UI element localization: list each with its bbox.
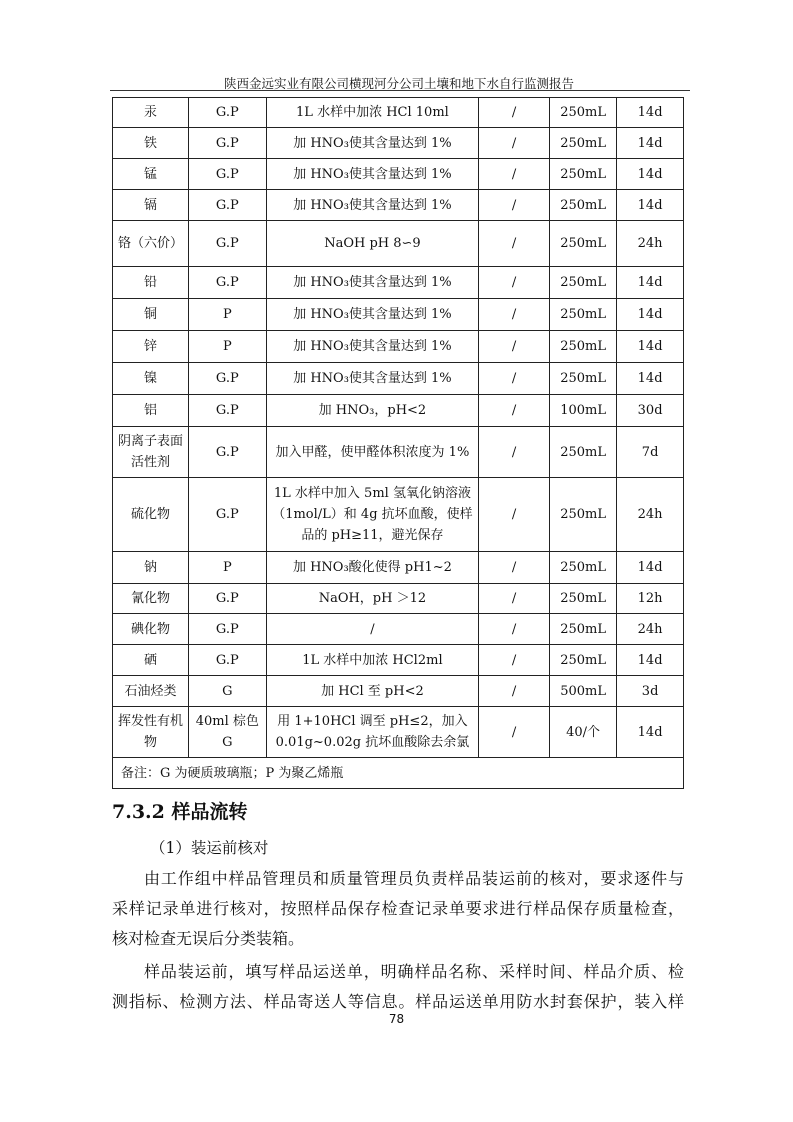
table-cell: 250mL bbox=[549, 363, 616, 395]
table-cell: 40ml 棕色 G bbox=[189, 707, 267, 758]
table-cell: G.P bbox=[189, 584, 267, 614]
table-cell: 250mL bbox=[549, 299, 616, 331]
table-cell: 加 HNO₃使其含量达到 1% bbox=[266, 159, 479, 190]
table-cell: 汞 bbox=[113, 98, 189, 128]
table-cell: 镉 bbox=[113, 190, 189, 221]
table-cell: G.P bbox=[189, 159, 267, 190]
table-cell: 加 HNO₃，pH<2 bbox=[266, 395, 479, 427]
paragraph-line: 由工作组中样品管理员和质量管理员负责样品装运前的核对，要求逐件与 bbox=[144, 869, 684, 888]
table-row bbox=[113, 614, 684, 645]
paragraph-line: 测指标、检测方法、样品寄送人等信息。样品运送单用防水封套保护，装入样 bbox=[112, 992, 684, 1011]
header-divider bbox=[110, 90, 690, 91]
table-cell: / bbox=[479, 478, 550, 552]
table-note: 备注：G 为硬质玻璃瓶；P 为聚乙烯瓶 bbox=[113, 758, 684, 789]
table-cell: 加 HNO₃使其含量达到 1% bbox=[266, 363, 479, 395]
table-cell: 250mL bbox=[549, 267, 616, 299]
table-cell: 30d bbox=[617, 395, 684, 427]
table-cell: G.P bbox=[189, 395, 267, 427]
table-cell: G.P bbox=[189, 645, 267, 676]
table-cell: 250mL bbox=[549, 427, 616, 478]
table-cell: / bbox=[479, 427, 550, 478]
table-cell: / bbox=[479, 707, 550, 758]
table-cell: 1L 水样中加浓 HCl2ml bbox=[266, 645, 479, 676]
table-cell: 24h bbox=[617, 478, 684, 552]
table-cell: 14d bbox=[617, 159, 684, 190]
table-cell: 加 HNO₃酸化使得 pH1~2 bbox=[266, 552, 479, 584]
table-cell: 14d bbox=[617, 267, 684, 299]
table-cell: / bbox=[479, 190, 550, 221]
running-header: 陕西金远实业有限公司横现河分公司土壤和地下水自行监测报告 bbox=[223, 76, 574, 91]
table-cell: / bbox=[479, 552, 550, 584]
table-cell: 碘化物 bbox=[113, 614, 189, 645]
table-cell: 250mL bbox=[549, 645, 616, 676]
table-cell: 加 HNO₃使其含量达到 1% bbox=[266, 299, 479, 331]
table-row bbox=[113, 299, 684, 331]
table-row bbox=[113, 552, 684, 584]
table-cell: 250mL bbox=[549, 614, 616, 645]
table-row bbox=[113, 427, 684, 478]
table-cell: 250mL bbox=[549, 190, 616, 221]
table-cell: G.P bbox=[189, 190, 267, 221]
paragraph-line: 样品装运前，填写样品运送单，明确样品名称、采样时间、样品介质、检 bbox=[144, 962, 684, 981]
table-row bbox=[113, 395, 684, 427]
table-note-row bbox=[113, 758, 684, 789]
table-cell: P bbox=[189, 299, 267, 331]
table-cell: 锰 bbox=[113, 159, 189, 190]
table-cell: 1L 水样中加入 5ml 氢氧化钠溶液（1mol/L）和 4g 抗坏血酸，使样品的 pH≥11，避光保存 bbox=[266, 478, 479, 552]
table-cell: 12h bbox=[617, 584, 684, 614]
table-cell: 250mL bbox=[549, 584, 616, 614]
table-cell: / bbox=[479, 221, 550, 267]
table-cell: 250mL bbox=[549, 331, 616, 363]
table-cell: / bbox=[479, 299, 550, 331]
table-cell: 3d bbox=[617, 676, 684, 707]
table-cell: G.P bbox=[189, 221, 267, 267]
table-row bbox=[113, 128, 684, 159]
table-row bbox=[113, 645, 684, 676]
table-cell: 铁 bbox=[113, 128, 189, 159]
table-cell: 250mL bbox=[549, 128, 616, 159]
table-row bbox=[113, 190, 684, 221]
table-cell: NaOH pH 8∽9 bbox=[266, 221, 479, 267]
table-cell: 14d bbox=[617, 331, 684, 363]
table-cell: / bbox=[479, 645, 550, 676]
table-cell: / bbox=[479, 614, 550, 645]
table-cell: G.P bbox=[189, 478, 267, 552]
table-cell: 加 HNO₃使其含量达到 1% bbox=[266, 190, 479, 221]
table-row bbox=[113, 707, 684, 758]
table-cell: 加入甲醛，使甲醛体积浓度为 1% bbox=[266, 427, 479, 478]
table-cell: 镍 bbox=[113, 363, 189, 395]
table-cell: / bbox=[479, 98, 550, 128]
table-cell: 硫化物 bbox=[113, 478, 189, 552]
table-cell: 14d bbox=[617, 707, 684, 758]
table-cell: / bbox=[266, 614, 479, 645]
table-cell: 250mL bbox=[549, 552, 616, 584]
table-cell: / bbox=[479, 331, 550, 363]
table-cell: NaOH，pH ＞12 bbox=[266, 584, 479, 614]
table-row bbox=[113, 478, 684, 552]
table-cell: 阴离子表面活性剂 bbox=[113, 427, 189, 478]
table-cell: 250mL bbox=[549, 98, 616, 128]
table-cell: 加 HNO₃使其含量达到 1% bbox=[266, 331, 479, 363]
table-cell: 锌 bbox=[113, 331, 189, 363]
paragraph-line: 采样记录单进行核对，按照样品保存检查记录单要求进行样品保存质量检查， bbox=[112, 899, 684, 918]
table-cell: G.P bbox=[189, 267, 267, 299]
table-cell: 500mL bbox=[549, 676, 616, 707]
table-cell: 40/个 bbox=[549, 707, 616, 758]
table-cell: 250mL bbox=[549, 159, 616, 190]
table-cell: P bbox=[189, 552, 267, 584]
table-cell: 硒 bbox=[113, 645, 189, 676]
paragraph bbox=[112, 957, 684, 1017]
table-cell: 14d bbox=[617, 645, 684, 676]
table-row bbox=[113, 159, 684, 190]
table-cell: / bbox=[479, 267, 550, 299]
table-cell: / bbox=[479, 363, 550, 395]
table-cell: 铜 bbox=[113, 299, 189, 331]
table-cell: G.P bbox=[189, 128, 267, 159]
table-cell: G.P bbox=[189, 363, 267, 395]
table-row bbox=[113, 221, 684, 267]
table-cell: 250mL bbox=[549, 478, 616, 552]
table-cell: G.P bbox=[189, 614, 267, 645]
table-cell: 14d bbox=[617, 98, 684, 128]
paragraph bbox=[112, 864, 684, 954]
section-heading: 7.3.2 样品流转 bbox=[112, 801, 248, 823]
table-cell: 用 1+10HCl 调至 pH≤2，加入 0.01g~0.02g 抗坏血酸除去余氯 bbox=[266, 707, 479, 758]
table-cell: 铬（六价） bbox=[113, 221, 189, 267]
table-cell: 100mL bbox=[549, 395, 616, 427]
table-cell: 加 HNO₃使其含量达到 1% bbox=[266, 128, 479, 159]
table-cell: G.P bbox=[189, 98, 267, 128]
table-row bbox=[113, 363, 684, 395]
table-cell: / bbox=[479, 395, 550, 427]
table-cell: 石油烃类 bbox=[113, 676, 189, 707]
table-cell: 14d bbox=[617, 299, 684, 331]
table-cell: 铅 bbox=[113, 267, 189, 299]
table-cell: 24h bbox=[617, 614, 684, 645]
table-cell: G bbox=[189, 676, 267, 707]
sample-preservation-table bbox=[112, 97, 684, 789]
table-row bbox=[113, 676, 684, 707]
table-cell: 14d bbox=[617, 363, 684, 395]
table-cell: 1L 水样中加浓 HCl 10ml bbox=[266, 98, 479, 128]
subsection-heading: （1）装运前核对 bbox=[150, 839, 269, 857]
table-row bbox=[113, 98, 684, 128]
table-cell: 挥发性有机物 bbox=[113, 707, 189, 758]
table-cell: 14d bbox=[617, 190, 684, 221]
table-row bbox=[113, 584, 684, 614]
table-cell: 14d bbox=[617, 552, 684, 584]
table-cell: 铝 bbox=[113, 395, 189, 427]
table-cell: P bbox=[189, 331, 267, 363]
table-row bbox=[113, 331, 684, 363]
table-cell: / bbox=[479, 584, 550, 614]
table-cell: G.P bbox=[189, 427, 267, 478]
page-number: 78 bbox=[388, 1012, 405, 1026]
table-cell: / bbox=[479, 159, 550, 190]
table-cell: / bbox=[479, 676, 550, 707]
table-cell: 加 HNO₃使其含量达到 1% bbox=[266, 267, 479, 299]
table-cell: 250mL bbox=[549, 221, 616, 267]
table-cell: 14d bbox=[617, 128, 684, 159]
table-cell: 7d bbox=[617, 427, 684, 478]
table-row bbox=[113, 267, 684, 299]
table-cell: 24h bbox=[617, 221, 684, 267]
table-cell: 钠 bbox=[113, 552, 189, 584]
paragraph-line: 核对检查无误后分类装箱。 bbox=[112, 929, 305, 948]
table-cell: 氰化物 bbox=[113, 584, 189, 614]
table-cell: 加 HCl 至 pH<2 bbox=[266, 676, 479, 707]
table-cell: / bbox=[479, 128, 550, 159]
